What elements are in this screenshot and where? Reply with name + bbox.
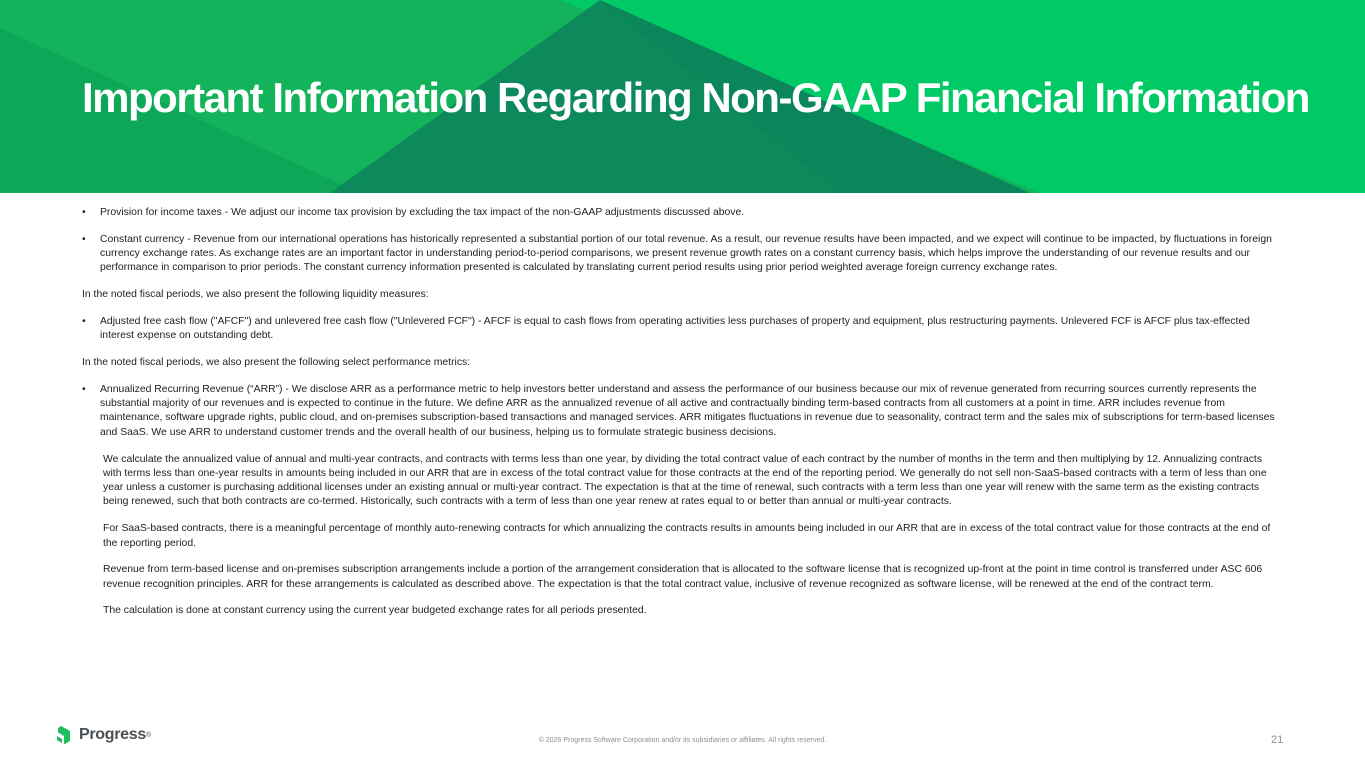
copyright-notice: © 2026 Progress Software Corporation and/or its subsidiaries or affiliates. All rights reserved. bbox=[538, 737, 827, 744]
liquidity-intro: In the noted fiscal periods, we also present the following liquidity measures: bbox=[82, 289, 429, 301]
bullet-text: Provision for income taxes - We adjust our income tax provision by excluding the tax impact of the non-GAAP adjustments discussed above. bbox=[100, 207, 745, 218]
progress-logo-text: Progress bbox=[79, 726, 146, 743]
bullet-dot: • bbox=[82, 383, 86, 395]
bullet-text: Annualized Recurring Revenue (“ARR”) - We disclose ARR as a performance metric to help investors better understand and assess the performance of our business because our mix of revenue generated from recurring sources currently represents the substantial majority of our revenues and is expected to continue in the future. We define ARR as the annualized revenue of all active and contractually binding term-based contracts from all customers at a point in time. ARR includes revenue from maintenance, software upgrade rights, public cloud, and on-premises subscription-based transactions and managed services. ARR mitigates fluctuations in revenue due to seasonality, contract term and the sales mix of subscriptions for term-based licenses and SaaS. We use ARR to understand customer trends and the overall health of our business, helping us to formulate strategic business decisions. bbox=[100, 383, 1275, 438]
body-content bbox=[82, 206, 1282, 631]
bullet-text: Constant currency - Revenue from our international operations has historically represented a substantial portion of our total revenue. As a result, our revenue results have been impacted, and we expect will continue to be impacted, by fluctuations in foreign currency exchange rates. As exchange rates are an important factor in understanding period-to-period comparisons, we present revenue growth rates on a constant currency basis, which helps improve the understanding of our revenue results and our performance in comparison to prior periods. The constant currency information presented is calculated by translating current period results using prior period weighted average foreign currency exchange rates. bbox=[100, 233, 1272, 274]
arr-constant-currency-paragraph: The calculation is done at constant currency using the current year budgeted exchange rates for all periods presented. bbox=[103, 605, 647, 617]
bullet-arr bbox=[82, 383, 1282, 440]
arr-annualized-paragraph: We calculate the annualized value of annual and multi-year contracts, and contracts with terms less than one year, by dividing the total contract value of each contract by the number of months in the term and then multiplying by 12. Annualizing contracts with terms less than one-year results in amounts being included in our ARR that are in excess of the total contract value for those contracts at the end of the reporting period. We generally do not sell non-SaaS-based contracts with a term of less than one year unless a customer is purchasing additional licenses under an existing annual or multi-year contract. The expectation is that at the time of renewal, such contracts with a term less than one year will renew with the same term as the existing contracts being renewed, such that both contracts are co-termed. Historically, such contracts with a term of less than one year renew at rates equal to or better than annual or multi-year contracts. bbox=[103, 453, 1267, 508]
bullet-dot: • bbox=[82, 233, 86, 245]
performance-intro: In the noted fiscal periods, we also present the following select performance metrics: bbox=[82, 357, 471, 369]
bullet-dot: • bbox=[82, 315, 86, 327]
bullet-income-taxes bbox=[82, 206, 1282, 220]
bullet-afcf bbox=[82, 315, 1282, 344]
bullet-constant-currency bbox=[82, 233, 1282, 276]
bullet-dot: • bbox=[82, 207, 86, 218]
arr-saas-paragraph: For SaaS-based contracts, there is a meaningful percentage of monthly auto-renewing contracts for which annualizing the contracts results in amounts being included in our ARR that are in excess of the total contract value for those contracts at the end of the reporting period. bbox=[103, 523, 1271, 549]
page-number: 21 bbox=[1271, 734, 1284, 746]
registered-mark: ® bbox=[145, 731, 152, 739]
page-title: Important Information Regarding Non-GAAP Financial Information bbox=[82, 74, 1309, 121]
arr-term-license-paragraph: Revenue from term-based license and on-premises subscription arrangements include a portion of the arrangement consideration that is allocated to the software license that is recognized up-front at the point in time control is transferred under ASC 606 revenue recognition principles. ARR for these arrangements is calculated as described above. The expectation is that the total contract value, inclusive of revenue recognized as software license, will be renewed at the end of the contract term. bbox=[103, 564, 1263, 590]
header-banner bbox=[0, 0, 1365, 193]
bullet-text: Adjusted free cash flow ("AFCF") and unlevered free cash flow ("Unlevered FCF") - AFCF is equal to cash flows from operating activities less purchases of property and equipment, plus restructuring payments. Unlevered FCF is AFCF plus tax-effected interest expense on outstanding debt. bbox=[100, 315, 1250, 342]
